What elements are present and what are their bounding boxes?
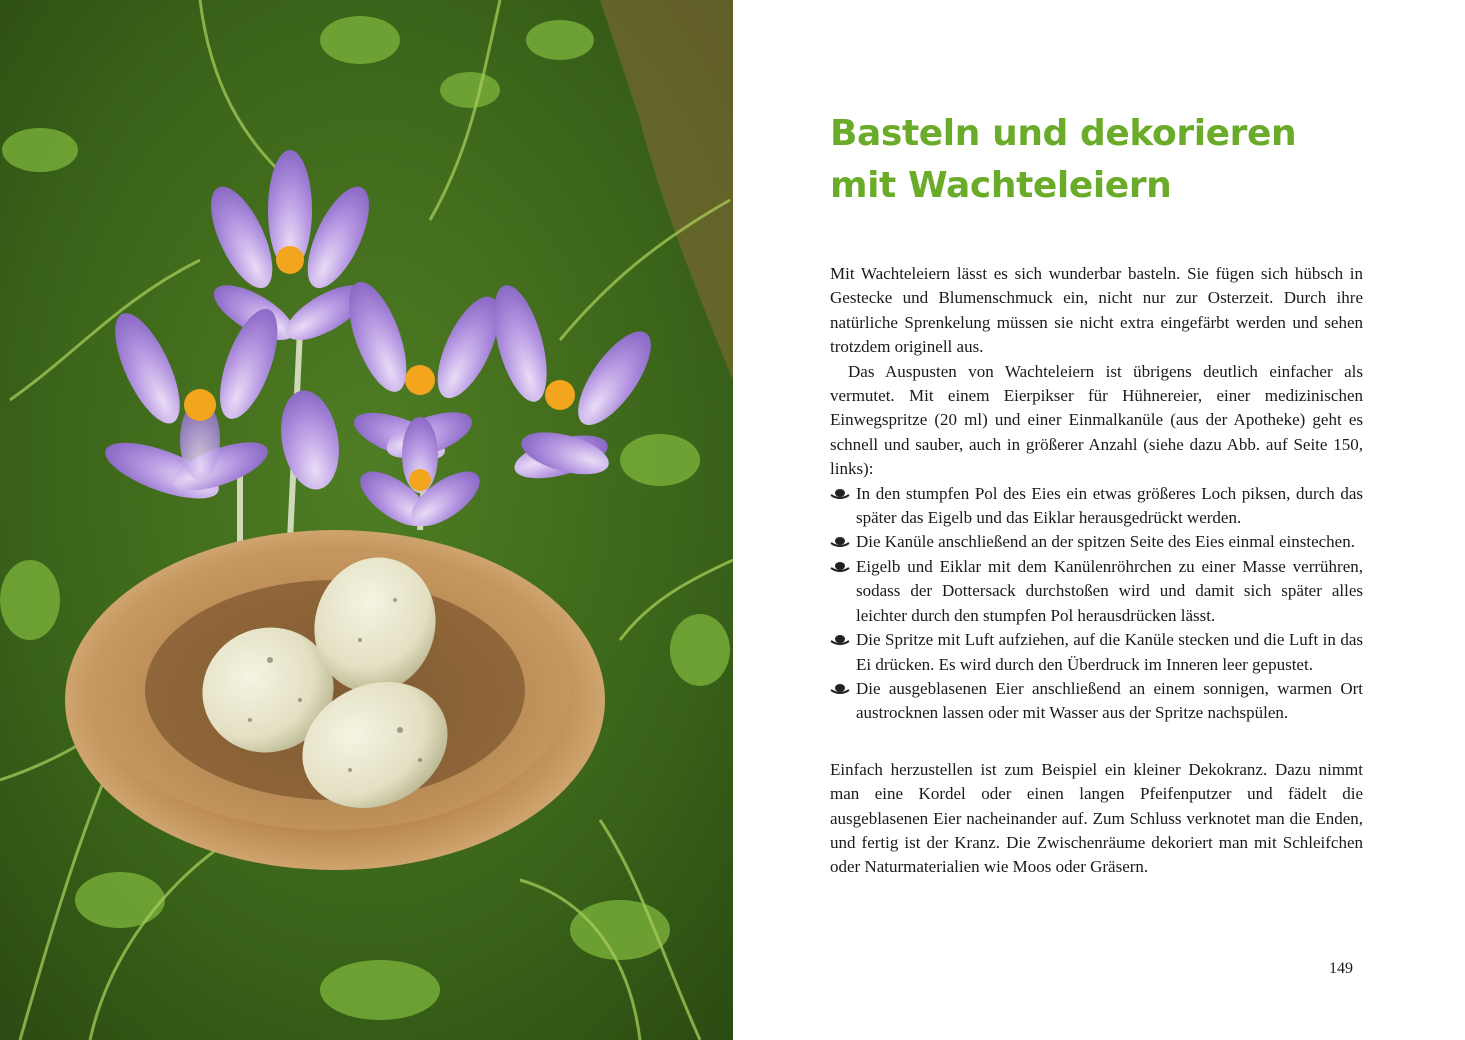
title-line-2: mit Wachteleiern <box>830 165 1172 206</box>
egg-in-nest-icon <box>830 561 850 573</box>
egg-in-nest-icon <box>830 488 850 500</box>
step-text: Die Kanüle anschließend an der spitzen Seite des Eies einmal einstechen. <box>856 532 1355 552</box>
egg-in-nest-icon <box>830 536 850 548</box>
steps-list <box>830 482 1363 726</box>
paragraph-intro: Mit Wachteleiern lässt es sich wunderbar basteln. Sie fügen sich hübsch in Gestecke und Blumenschmuck ein, nicht nur zur Osterzeit. Durch ihre natürliche Sprenkelung müssen sie nicht extra eingefärbt werden und sehen trotzdem originell aus. <box>830 264 1363 357</box>
egg-in-nest-icon <box>830 634 850 646</box>
paragraph-auspusten: Das Auspusten von Wachteleiern ist übrigens deutlich einfacher als vermutet. Mit einem Eierpikser für Hühnereier, einer medizinischen Einwegspritze (20 ml) und einer Einmalkanüle (aus der Apotheke) geht es schnell und sauber, auch in größerer Anzahl (siehe dazu Abb. auf Seite 150, links): <box>830 361 1363 479</box>
page-title <box>830 108 1296 212</box>
egg-in-nest-icon <box>830 683 850 695</box>
paragraph-dekokranz: Einfach herzustellen ist zum Beispiel ein kleiner Dekokranz. Dazu nimmt man eine Kordel oder einen langen Pfeifenputzer und fädelt die ausgeblasenen Eier nacheinander auf. Zum Schluss verknotet man die Enden, und fertig ist der Kranz. Die Zwischenräume dekoriert man mit Schleifchen oder Naturmaterialien wie Moos oder Gräsern. <box>830 759 1363 877</box>
step-text: Die Spritze mit Luft aufziehen, auf die Kanüle stecken und die Luft in das Ei drücken. Es wird durch den Überdruck im Inneren leer gepustet. <box>856 630 1363 674</box>
list-item <box>830 677 1363 726</box>
body-text <box>830 262 1363 880</box>
spacer <box>830 726 1363 758</box>
step-text: Die ausgeblasenen Eier anschließend an einem sonnigen, warmen Ort austrocknen lassen oder mit Wasser aus der Spritze nachspülen. <box>856 678 1363 723</box>
step-text: In den stumpfen Pol des Eies ein etwas größeres Loch piksen, durch das später das Eigelb und das Eiklar herausgedrückt werden. <box>856 483 1363 528</box>
list-item <box>830 530 1363 554</box>
page-number: 149 <box>1329 960 1353 977</box>
list-item <box>830 555 1363 628</box>
list-item <box>830 628 1363 677</box>
list-item <box>830 482 1363 531</box>
step-text: Eigelb und Eiklar mit dem Kanülenröhrchen zu einer Masse verrühren, sodass der Dottersack durchstoßen wird und damit sich später alles leichter durch den stumpfen Pol herausdrücken lässt. <box>856 556 1363 625</box>
text-page <box>733 0 1465 1040</box>
title-line-1: Basteln und dekorieren <box>830 113 1297 154</box>
